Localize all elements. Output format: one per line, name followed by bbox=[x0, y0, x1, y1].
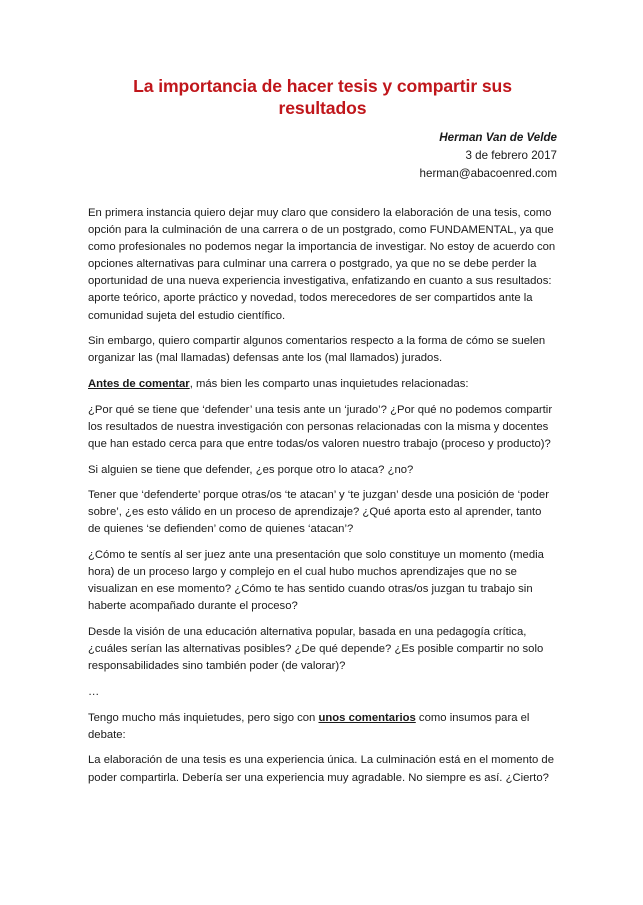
document-date: 3 de febrero 2017 bbox=[465, 149, 557, 162]
document-title: La importancia de hacer tesis y compartir sus resultados bbox=[133, 76, 512, 118]
paragraph-ellipsis: … bbox=[88, 686, 100, 698]
antes-de-comentar-link[interactable]: Antes de comentar bbox=[88, 378, 190, 391]
paragraph-text: , más bien les comparto unas inquietudes relacionadas: bbox=[189, 378, 469, 391]
paragraph-question-ataca: Si alguien se tiene que defender, ¿es porque otro lo ataca? ¿no? bbox=[88, 463, 414, 476]
paragraph-question-poder: Tener que ‘defenderte’ porque otras/os ‘te atacan’ y ‘te juzgan’ desde una posición de ‘poder sobre’, ¿es esto válido en un proceso de aprendizaje? ¿Qué aporta esto al aprender, tanto de quienes ‘se defienden’ como de quienes ‘atacan’? bbox=[88, 489, 549, 536]
document-page bbox=[0, 75, 643, 905]
paragraph-text: como insumos para el debate: bbox=[88, 711, 530, 741]
paragraph-sin-embargo: Sin embargo, quiero compartir algunos comentarios respecto a la forma de cómo se suelen organizar las (mal llamadas) defensas ante los (mal llamados) jurados. bbox=[88, 335, 546, 365]
paragraph-antes-de-comentar bbox=[88, 376, 557, 393]
paragraph-question-alternativas: Desde la visión de una educación alternativa popular, basada en una pedagogía crítica, ¿cuáles serían las alternativas posibles? ¿De qué depende? ¿Es posible compartir no solo responsabilidades sino también poder (de valorar)? bbox=[88, 626, 544, 673]
author-name: Herman Van de Velde bbox=[439, 131, 557, 144]
unos-comentarios-link[interactable]: unos comentarios bbox=[318, 711, 416, 724]
paragraph-comentarios bbox=[88, 710, 557, 744]
paragraph-question-juez: ¿Cómo te sentís al ser juez ante una presentación que solo constituye un momento (media hora) de un proceso largo y complejo en el cual hubo muchos aprendizajes que no se visualizan en ese momento? ¿Cómo te has sentido cuando otras/os juzgan tu trabajo sin haberte acompañado durante el proceso? bbox=[88, 549, 544, 613]
author-email: herman@abacoenred.com bbox=[419, 167, 557, 180]
paragraph-intro: En primera instancia quiero dejar muy claro que considero la elaboración de una tesis, como opción para la culminación de una carrera o de un postgrado, como FUNDAMENTAL, ya que como profesionales no podemos negar la importancia de investigar. No estoy de acuerdo con opciones alternativas para culminar una carrera o postgrado, ya que no se debe perder la oportunidad de una nueva experiencia investigativa, enfatizando en cuanto a sus resultados: aporte teórico, aporte práctico y novedad, todos merecedores de ser compartidos ante la comunidad sujeta del estudio científico. bbox=[88, 207, 556, 322]
paragraph-text: Tengo mucho más inquietudes, pero sigo con bbox=[88, 711, 319, 724]
paragraph-question-defender: ¿Por qué se tiene que ‘defender’ una tesis ante un ‘jurado’? ¿Por qué no podemos compartir los resultados de nuestra investigación con personas relacionadas con la misma y docentes que han estado cerca para que entre todas/os valoren nuestro trabajo (proceso y producto)? bbox=[88, 403, 553, 450]
paragraph-conclusion: La elaboración de una tesis es una experiencia única. La culminación está en el momento de poder compartirla. Debería ser una experiencia muy agradable. No siempre es así. ¿Cierto? bbox=[88, 754, 554, 784]
document-body bbox=[88, 205, 557, 787]
document-meta bbox=[88, 129, 557, 183]
